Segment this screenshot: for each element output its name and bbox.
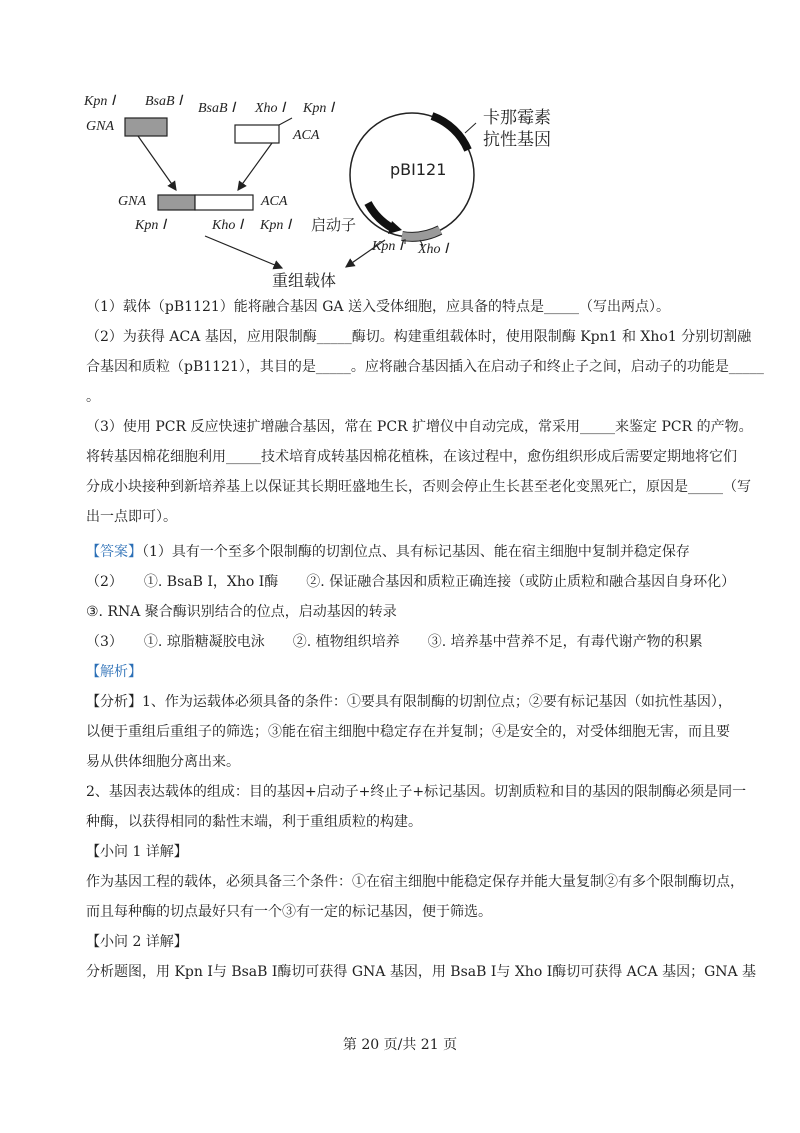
analysis-p1-line-1 bbox=[86, 687, 734, 717]
analysis-p2-line-2: 种酶，以获得相同的黏性末端，利于重组质粒的构建。 bbox=[86, 814, 422, 830]
analysis-p2-line-1: 2、基因表达载体的组成：目的基因+启动子+终止子+标记基因。切割质粒和目的基因的限制酶必须是同一 bbox=[86, 784, 747, 800]
fusion-gna-part bbox=[158, 195, 195, 210]
label-recombinant-vector: 重组载体 bbox=[272, 271, 337, 290]
resistance-pointer bbox=[465, 123, 476, 133]
label-kpn1-p: Kpn Ⅰ bbox=[372, 239, 403, 254]
question-2-line-3: 。 bbox=[86, 389, 100, 405]
gna-fragment bbox=[125, 118, 167, 136]
question-3-line-1: （3）使用 PCR 反应快速扩增融合基因，常在 PCR 扩增仪中自动完成，常采用_____来鉴定 PCR 的产物。 bbox=[86, 419, 753, 435]
analysis-p1-line-3: 易从供体细胞分离出来。 bbox=[86, 754, 240, 770]
page-number: 第 20 页/共 21 页 bbox=[342, 1037, 458, 1053]
label-promoter: 启动子 bbox=[311, 216, 357, 234]
label-kho1-c: Kho Ⅰ bbox=[212, 218, 243, 233]
kanamycin-resistance-gene bbox=[432, 116, 468, 150]
sub-question-2-line-1: 分析题图，用 Kpn Ⅰ与 BsaB Ⅰ酶切可获得 GNA 基因，用 BsaB Ⅰ与 Xho Ⅰ酶切可获得 ACA 基因；GNA 基 bbox=[86, 964, 757, 980]
answer-2-line-2: ③. RNA 聚合酶识别结合的位点，启动基因的转录 bbox=[86, 604, 397, 620]
answer-tag: 【答案】 bbox=[86, 544, 142, 560]
aca-fragment bbox=[235, 125, 279, 143]
answer-1: （1）具有一个至多个限制酶的切割位点、具有标记基因、能在宿主细胞中复制并稳定保存 bbox=[142, 544, 690, 560]
answer-2-line-1: （2） ①. BsaB Ⅰ，Xho Ⅰ酶 ②. 保证融合基因和质粒正确连接（或防止质粒和融合基因自身环化） bbox=[86, 574, 736, 590]
diagram-graphics bbox=[0, 0, 800, 300]
label-xho1-b: Xho Ⅰ bbox=[255, 101, 286, 116]
sub-question-2-title: 【小问 2 详解】 bbox=[86, 934, 188, 950]
answer-3: （3） ①. 琼脂糖凝胶电泳 ②. 植物组织培养 ③. 培养基中营养不足，有毒代谢产物的积累 bbox=[86, 634, 703, 650]
label-resistance-line1: 卡那霉素 bbox=[483, 108, 551, 128]
analysis-p1-line-2: 以便于重组后重组子的筛选；③能在宿主细胞中稳定存在并复制；④是安全的，对受体细胞无害，而且要 bbox=[86, 724, 730, 740]
fenxi-tag: 【分析】 bbox=[86, 694, 142, 710]
answer-block bbox=[86, 537, 734, 657]
sub-question-1-line-1: 作为基因工程的载体，必须具备三个条件：①在宿主细胞中能稳定保存并能大量复制②有多个限制酶切点， bbox=[86, 874, 744, 890]
question-3-line-3: 分成小块接种到新培养基上以保证其长期旺盛地生长，否则会停止生长甚至老化变黑死亡，原因是_____（写 bbox=[86, 479, 751, 495]
label-kpn1-c: Kpn Ⅰ bbox=[135, 218, 166, 233]
answer-1-line bbox=[86, 537, 734, 567]
sub-question-1-title: 【小问 1 详解】 bbox=[86, 844, 188, 860]
label-xho1-p: Xho Ⅰ bbox=[418, 242, 449, 257]
sub-question-1-line-2: 而且每种酶的切点最好只有一个③有一定的标记基因，便于筛选。 bbox=[86, 904, 492, 920]
aca-pointer bbox=[279, 118, 292, 125]
label-bsab1-a: BsaB Ⅰ bbox=[145, 94, 183, 109]
label-kpn1-c2: Kpn Ⅰ bbox=[260, 218, 291, 233]
insertion-site bbox=[402, 230, 440, 237]
question-3-line-4: 出一点即可）。 bbox=[86, 509, 177, 525]
label-gna-c: GNA bbox=[118, 194, 146, 209]
promoter-segment bbox=[368, 203, 392, 228]
gene-construct-diagram bbox=[0, 0, 800, 300]
label-plasmid: pBI121 bbox=[390, 160, 447, 179]
label-aca-b: ACA bbox=[293, 128, 320, 143]
arrow-fusion-to-vector bbox=[205, 236, 282, 268]
label-resistance-line2: 抗性基因 bbox=[483, 130, 551, 150]
question-block bbox=[86, 292, 764, 532]
analysis-tag: 【解析】 bbox=[86, 664, 142, 680]
question-1: （1）载体（pB1121）能将融合基因 GA 送入受体细胞，应具备的特点是_____（写出两点）。 bbox=[86, 299, 670, 315]
question-2-line-1: （2）为获得 ACA 基因，应用限制酶_____酶切。构建重组载体时，使用限制酶 Kpn1 和 Xho1 分别切割融 bbox=[86, 329, 752, 345]
label-aca-c: ACA bbox=[261, 194, 288, 209]
analysis-block bbox=[86, 657, 757, 987]
label-kpn1-a: Kpn Ⅰ bbox=[84, 94, 115, 109]
question-2-line-2: 合基因和质粒（pB1121），其目的是_____。应将融合基因插入在启动子和终止子之间，启动子的功能是_____ bbox=[86, 359, 764, 375]
arrow-gna-to-fusion bbox=[138, 136, 176, 190]
question-3-line-2: 将转基因棉花细胞利用_____技术培育成转基因棉花植株，在该过程中，愈伤组织形成后需要定期地将它们 bbox=[86, 449, 737, 465]
label-kpn1-b: Kpn Ⅰ bbox=[303, 101, 334, 116]
arrow-aca-to-fusion bbox=[238, 143, 272, 190]
fusion-aca-part bbox=[195, 195, 253, 210]
label-bsab1-b: BsaB Ⅰ bbox=[198, 101, 236, 116]
label-gna-a: GNA bbox=[86, 119, 114, 134]
analysis-p1-text-1: 1、作为运载体必须具备的条件：①要具有限制酶的切割位点；②要有标记基因（如抗性基因）， bbox=[142, 694, 732, 710]
